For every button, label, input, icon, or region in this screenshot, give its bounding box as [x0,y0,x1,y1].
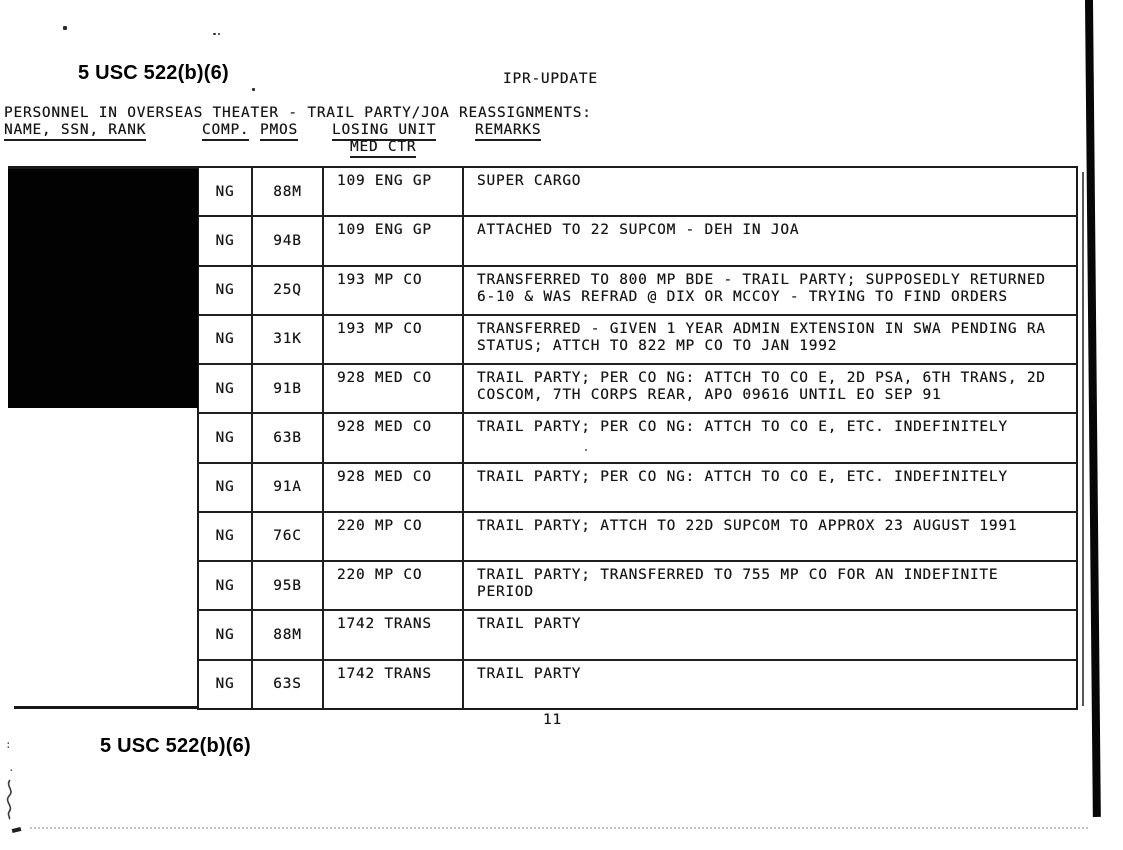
table-right-double-border [1082,172,1084,706]
page-number: 11 [543,712,562,728]
column-header-pmos [260,122,298,138]
remarks-cell: TRAIL PARTY; PER CO NG: ATTCH TO CO E, ETC. INDEFINITELY [462,464,1076,511]
comp-cell: NG [215,183,235,200]
document-title: PERSONNEL IN OVERSEAS THEATER - TRAIL PARTY/JOA REASSIGNMENTS: [4,105,592,121]
column-header-pmos-label: PMOS [260,122,298,141]
table-bottom-border-extension [14,706,198,709]
table-row [199,168,1076,215]
table-row [199,314,1076,363]
table-row [199,609,1076,658]
comp-cell: NG [215,627,235,644]
table-row [199,363,1076,412]
comp-cell: NG [215,282,235,299]
remarks-cell: TRAIL PARTY [462,611,1076,658]
pmos-cell: 88M [251,611,322,658]
table-row [199,412,1076,461]
column-header-comp-label: COMP. [202,122,249,141]
losing-unit-cell: 220 MP CO [322,562,462,609]
table-row [199,511,1076,560]
table-row [199,659,1076,708]
remarks-cell: SUPER CARGO [462,168,1076,215]
pmos-cell: 91A [251,464,322,511]
losing-unit-cell: 109 ENG GP [322,168,462,215]
scan-dotted-line [30,827,1088,829]
pmos-cell: 63B [251,414,322,461]
table-row [199,215,1076,264]
comp-cell: NG [215,479,235,496]
comp-cell: NG [215,429,235,446]
comp-cell: NG [215,528,235,545]
losing-unit-cell: 928 MED CO [322,414,462,461]
losing-unit-cell: 220 MP CO [322,513,462,560]
pmos-cell: 25Q [251,267,322,314]
remarks-cell: TRAIL PARTY; ATTCH TO 22D SUPCOM TO APPROX 23 AUGUST 1991 [462,513,1076,560]
remarks-cell: TRANSFERRED TO 800 MP BDE - TRAIL PARTY; SUPPOSEDLY RETURNED 6-10 & WAS REFRAD @ DIX OR MCCOY - TRYING TO FIND ORDERS [462,267,1076,314]
column-header-remarks-label: REMARKS [475,122,541,141]
scan-speck [218,33,220,35]
remarks-cell: TRANSFERRED - GIVEN 1 YEAR ADMIN EXTENSION IN SWA PENDING RA STATUS; ATTCH TO 822 MP CO TO JAN 1992 [462,316,1076,363]
comp-cell: NG [215,380,235,397]
scan-corner-mark [12,827,22,833]
pmos-cell: 91B [251,365,322,412]
column-header-comp [202,122,249,138]
losing-unit-cell: 193 MP CO [322,316,462,363]
column-header-losing-unit-label: LOSING UNIT [332,122,436,141]
remarks-cell: TRAIL PARTY; PER CO NG: ATTCH TO CO E, ETC. INDEFINITELY [462,414,1076,461]
table-row [199,265,1076,314]
losing-unit-cell: 193 MP CO [322,267,462,314]
column-header-remarks [475,122,541,138]
column-header-med-ctr [350,139,416,155]
scan-edge-bar [1085,0,1101,817]
pmos-cell: 94B [251,217,322,264]
margin-mark: · [8,764,15,777]
pmos-cell: 95B [251,562,322,609]
remarks-cell: TRAIL PARTY; TRANSFERRED TO 755 MP CO FOR AN INDEFINITE PERIOD [462,562,1076,609]
margin-scribble [3,778,17,820]
comp-cell: NG [215,331,235,348]
table-row [199,560,1076,609]
scan-speck [252,88,255,91]
scan-speck [213,33,216,35]
pmos-cell: 88M [251,168,322,215]
column-header-name-label: NAME, SSN, RANK [4,122,146,141]
pmos-cell: 31K [251,316,322,363]
pmos-cell: 63S [251,661,322,708]
foia-exemption-stamp-bottom: 5 USC 522(b)(6) [100,735,251,757]
document-code: IPR-UPDATE [503,71,598,87]
remarks-cell: TRAIL PARTY; PER CO NG: ATTCH TO CO E, 2D PSA, 6TH TRANS, 2D COSCOM, 7TH CORPS REAR, APO 09616 UNTIL EO SEP 91 [462,365,1076,412]
column-header-losing-unit [332,122,436,138]
column-header-med-ctr-label: MED CTR [350,139,416,158]
redaction-block [8,169,198,408]
pmos-cell: 76C [251,513,322,560]
reassignments-table [197,166,1078,710]
column-header-name [4,122,146,138]
scan-speck [585,449,587,451]
losing-unit-cell: 1742 TRANS [322,661,462,708]
comp-cell: NG [215,577,235,594]
comp-cell: NG [215,232,235,249]
losing-unit-cell: 928 MED CO [322,365,462,412]
remarks-cell: TRAIL PARTY [462,661,1076,708]
table-row [199,462,1076,511]
losing-unit-cell: 1742 TRANS [322,611,462,658]
losing-unit-cell: 928 MED CO [322,464,462,511]
foia-exemption-stamp-top: 5 USC 522(b)(6) [78,62,229,84]
scan-speck [63,26,67,30]
margin-mark: : [5,738,12,751]
comp-cell: NG [215,676,235,693]
losing-unit-cell: 109 ENG GP [322,217,462,264]
remarks-cell: ATTACHED TO 22 SUPCOM - DEH IN JOA [462,217,1076,264]
